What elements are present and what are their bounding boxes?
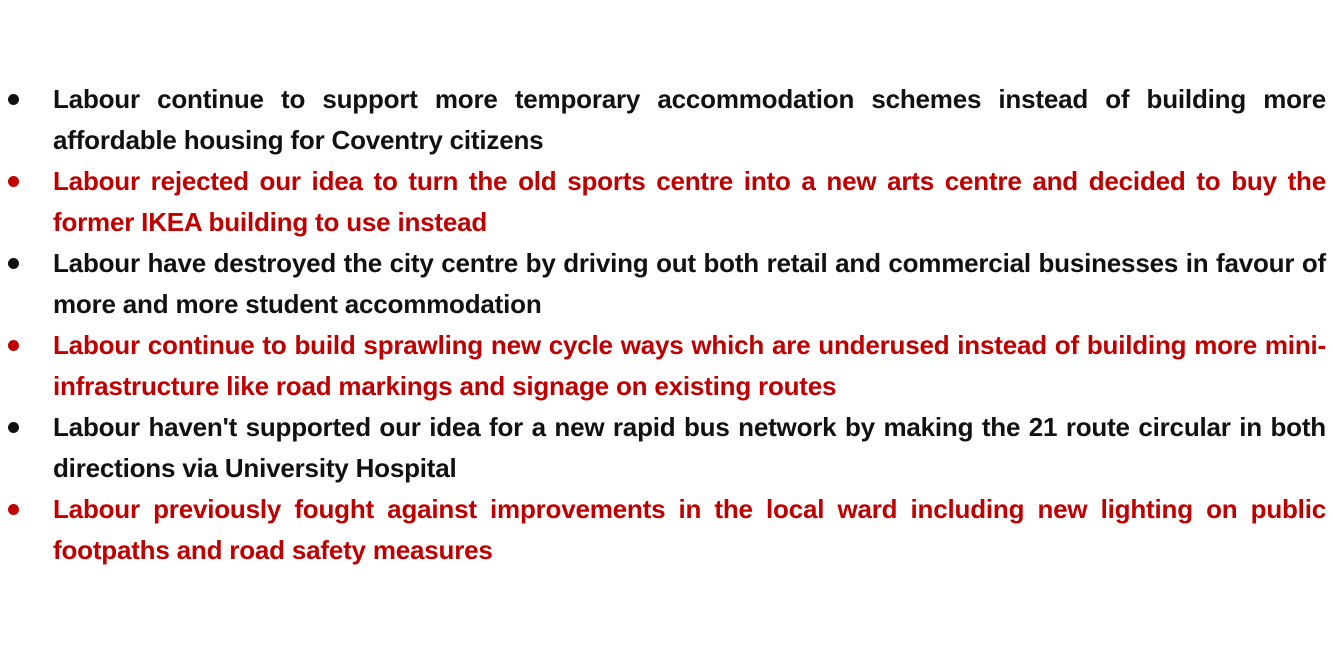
- bullet-item-arts-centre: [0, 161, 1332, 243]
- bullet-icon: [8, 258, 19, 269]
- bullet-item-bus-network: [0, 407, 1332, 489]
- bullet-list: [0, 79, 1332, 571]
- bullet-text: Labour previously fought against improvements in the local ward including new lighting on public footpaths and road safety measures: [53, 494, 1326, 565]
- bullet-icon: [8, 504, 19, 515]
- bullet-icon: [8, 94, 19, 105]
- bullet-item-city-centre: [0, 243, 1332, 325]
- bullet-text: Labour continue to build sprawling new cycle ways which are underused instead of building more mini-infrastructure like road markings and signage on existing routes: [53, 330, 1326, 401]
- bullet-text: Labour continue to support more temporary accommodation schemes instead of building more affordable housing for Coventry citizens: [53, 84, 1326, 155]
- bullet-icon: [8, 422, 19, 433]
- bullet-item-temporary-accommodation: [0, 79, 1332, 161]
- bullet-icon: [8, 176, 19, 187]
- bullet-icon: [8, 340, 19, 351]
- bullet-text: Labour have destroyed the city centre by driving out both retail and commercial businesses in favour of more and more student accommodation: [53, 248, 1326, 319]
- bullet-item-local-ward: [0, 489, 1332, 571]
- bullet-text: Labour haven't supported our idea for a new rapid bus network by making the 21 route circular in both directions via University Hospital: [53, 412, 1326, 483]
- bullet-text: Labour rejected our idea to turn the old sports centre into a new arts centre and decided to buy the former IKEA building to use instead: [53, 166, 1326, 237]
- bullet-item-cycle-ways: [0, 325, 1332, 407]
